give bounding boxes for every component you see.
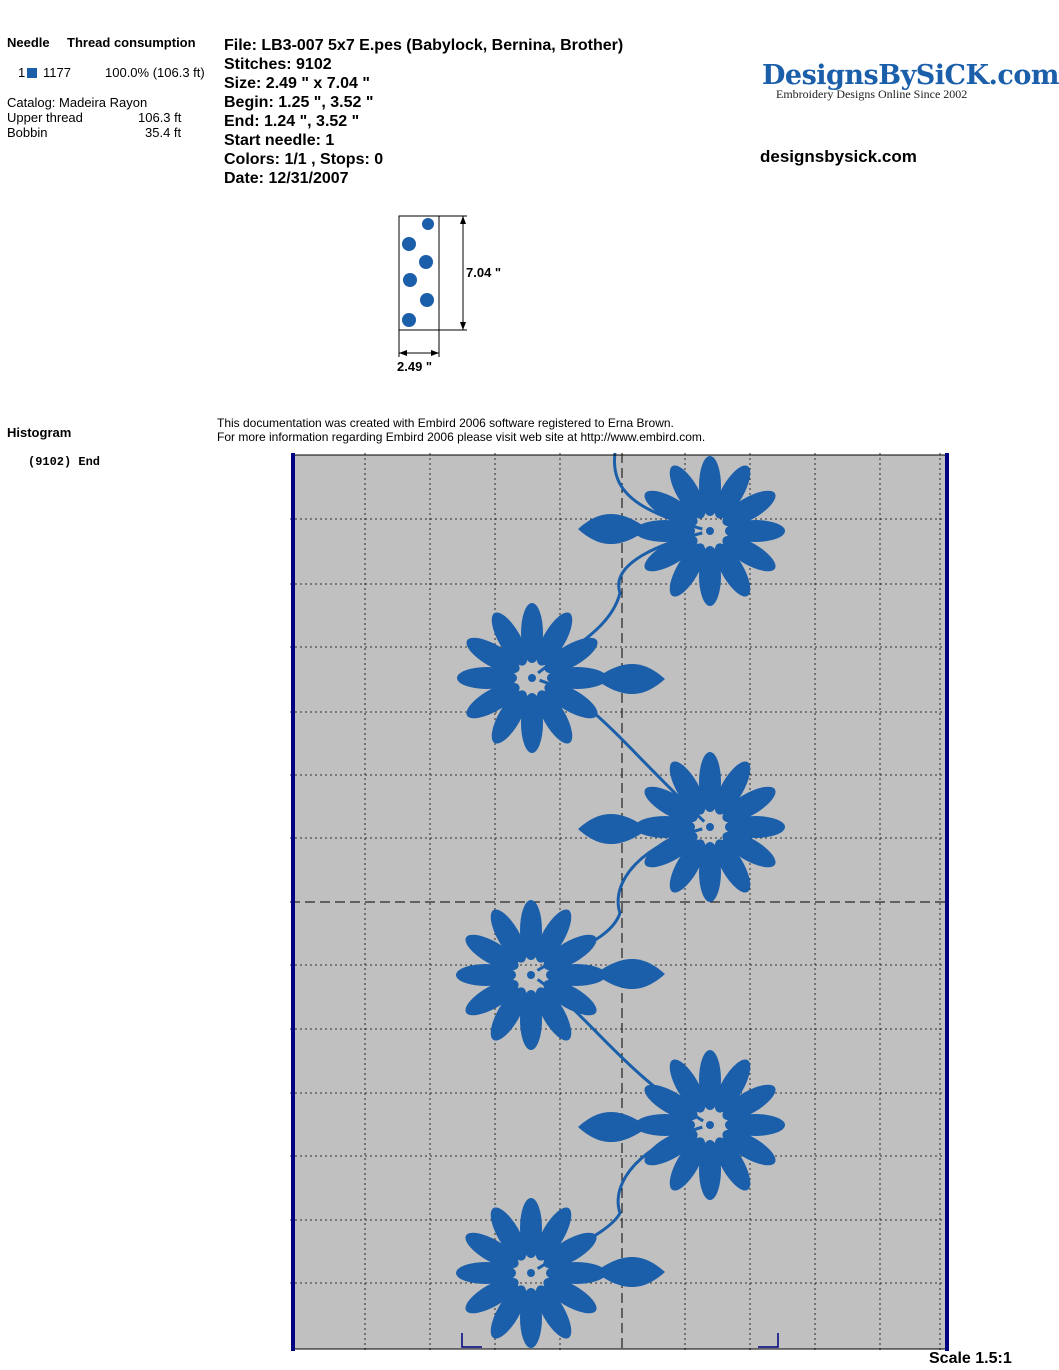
histogram-title: Histogram xyxy=(7,425,72,440)
thread-consumption-value: 100.0% (106.3 ft) xyxy=(105,65,205,80)
begin-point: Begin: 1.25 ", 3.52 " xyxy=(224,94,374,111)
scale-label: Scale 1.5:1 xyxy=(929,1350,1012,1367)
file-name: File: LB3-007 5x7 E.pes (Babylock, Bernina, Brother) xyxy=(224,37,624,54)
upper-thread-value: 106.3 ft xyxy=(138,110,182,125)
needle-header: Needle xyxy=(7,35,50,50)
design-thumbnail xyxy=(395,212,515,377)
end-point: End: 1.24 ", 3.52 " xyxy=(224,113,360,130)
thread-color-swatch xyxy=(27,68,37,78)
thumbnail-width-label: 2.49 " xyxy=(397,359,433,374)
site-url: designsbysick.com xyxy=(760,147,917,166)
upper-thread-label: Upper thread xyxy=(7,110,83,125)
colors-stops: Colors: 1/1 , Stops: 0 xyxy=(224,151,384,168)
start-needle: Start needle: 1 xyxy=(224,132,335,149)
needle-number: 1 xyxy=(18,65,37,80)
design-preview xyxy=(290,453,952,1351)
file-info xyxy=(224,36,623,188)
documentation-line-2: For more information regarding Embird 2006 please visit web site at http://www.embird.com. xyxy=(217,430,706,444)
thumbnail-height-label: 7.04 " xyxy=(466,265,502,280)
design-date: Date: 12/31/2007 xyxy=(224,170,349,187)
documentation-line-1: This documentation was created with Embird 2006 software registered to Erna Brown. xyxy=(217,416,674,430)
brand-logo: DesignsBySiCK.com xyxy=(762,60,1059,91)
stitch-count: Stitches: 9102 xyxy=(224,56,332,73)
histogram-entry: (9102) End xyxy=(28,455,101,469)
brand-tagline: Embroidery Designs Online Since 2002 xyxy=(776,87,968,101)
bobbin-label: Bobbin xyxy=(7,125,48,140)
design-size: Size: 2.49 " x 7.04 " xyxy=(224,75,370,92)
catalog-label: Catalog: Madeira Rayon xyxy=(7,95,148,110)
thread-code: 1177 xyxy=(43,65,71,80)
documentation-note xyxy=(217,416,705,444)
thread-consumption-header: Thread consumption xyxy=(67,35,196,50)
bobbin-value: 35.4 ft xyxy=(145,125,182,140)
